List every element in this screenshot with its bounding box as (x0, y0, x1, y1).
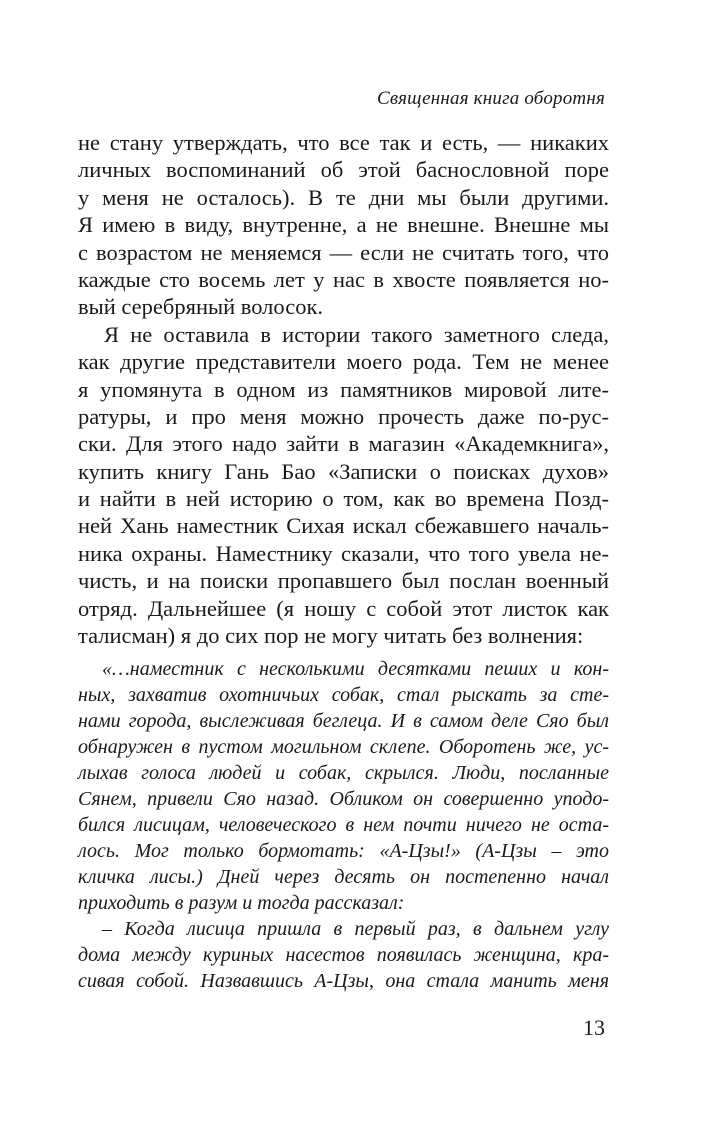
quote-line: обнаружен в пустом могильном склепе. Оборотень же, ус- (78, 736, 609, 758)
body-line: с возрастом не меняемся — если не считать того, что (78, 239, 609, 265)
body-line: у меня не осталось). В те дни мы были другими. (78, 184, 609, 210)
quote-line: Сянем, привели Сяо назад. Обликом он совершенно уподо- (78, 788, 609, 810)
body-line: не стану утверждать, что все так и есть, — никаких (78, 130, 609, 155)
quote-line: лыхав голоса людей и собак, скрылся. Люди, посланные (78, 762, 609, 784)
body-line: вый серебряный волосок. (78, 294, 324, 320)
body-line: я упомянута в одном из памятников мировой лите- (78, 376, 609, 402)
quote-line: сивая собой. Назвавшись А-Цзы, она стала манить меня (78, 970, 609, 992)
quote-line: лось. Мог только бормотать: «А-Цзы!» (А-Цзы – это (78, 840, 609, 862)
body-line: ней Хань наместник Сихая искал сбежавшего началь- (78, 513, 609, 539)
quote-line: дома между куриных насестов появилась женщина, кра- (78, 944, 609, 966)
quote-line: кличка лисы.) Дней через десять он постепенно начал (78, 866, 609, 888)
body-line: ратуры, и про меня можно прочесть даже по-рус- (78, 403, 609, 429)
body-line: как другие представители моего рода. Тем не менее (78, 349, 609, 375)
body-line: и найти в ней историю о том, как во времена Позд- (78, 486, 609, 512)
quote-line: «…наместник с несколькими десятками пеших и кон- (102, 658, 609, 680)
body-line: Я имею в виду, внутренне, а не внешне. Внешне мы (78, 212, 609, 238)
quote-text (78, 656, 609, 994)
quote-line: приходить в разум и тогда рассказал: (78, 892, 405, 914)
body-line: ски. Для этого надо зайти в магазин «Академкнига», (78, 431, 609, 457)
quote-line: бился лисицам, человеческого в нем почти ничего не оста- (78, 814, 609, 836)
running-head: Священная книга оборотня (377, 88, 605, 109)
body-line: ника охраны. Наместнику сказали, что того увела не- (78, 540, 609, 566)
quote-line: ных, захватив охотничьих собак, стал рыскать за сте- (78, 684, 609, 706)
body-line: талисман) я до сих пор не могу читать без волнения: (78, 623, 584, 649)
body-line: чисть, и на поиски пропавшего был послан военный (78, 568, 609, 594)
quote-line: нами города, выслеживая беглеца. И в самом деле Сяо был (78, 710, 609, 732)
body-line: купить книгу Гань Бао «Записки о поисках духов» (78, 458, 609, 484)
page-number: 13 (583, 1015, 605, 1040)
body-line: отряд. Дальнейшее (я ношу с собой этот листок как (78, 595, 609, 621)
body-line: каждые сто восемь лет у нас в хвосте появляется но- (78, 266, 609, 292)
quote-line: – Когда лисица пришла в первый раз, в дальнем углу (102, 918, 609, 940)
body-text (78, 129, 609, 649)
body-line: личных воспоминаний об этой баснословной поре (78, 157, 609, 183)
body-line: Я не оставила в истории такого заметного следа, (104, 321, 609, 347)
